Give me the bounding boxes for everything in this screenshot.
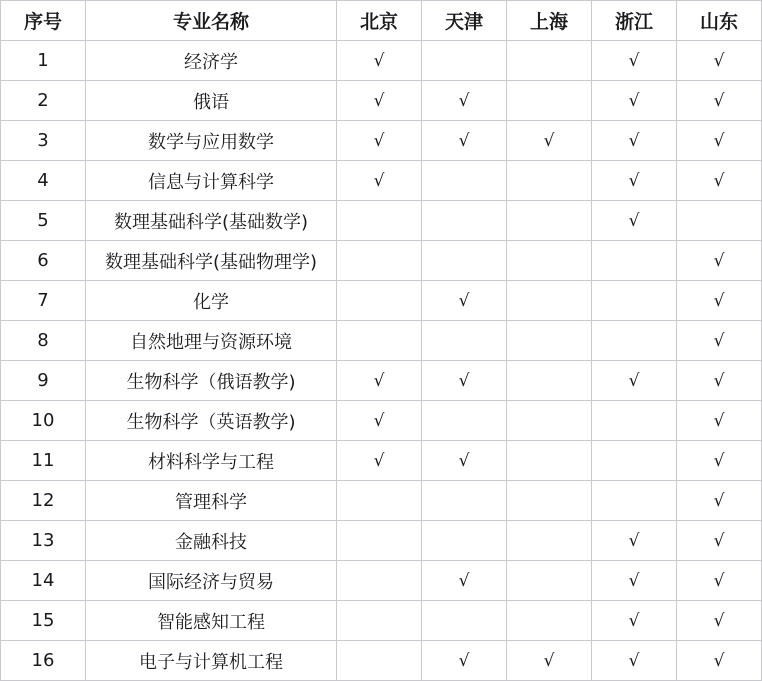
major-name: 数学与应用数学	[86, 121, 337, 161]
major-name: 管理科学	[86, 481, 337, 521]
row-number: 15	[1, 601, 86, 641]
row-number: 9	[1, 361, 86, 401]
check-mark: √	[628, 651, 640, 671]
cell-shandong	[677, 161, 762, 201]
cell-tianjin	[422, 201, 507, 241]
table-row	[1, 241, 762, 281]
check-mark: √	[543, 651, 555, 671]
cell-beijing	[337, 481, 422, 521]
cell-zhejiang	[592, 561, 677, 601]
table-row	[1, 281, 762, 321]
major-name: 材料科学与工程	[86, 441, 337, 481]
cell-zhejiang	[592, 201, 677, 241]
major-name: 自然地理与资源环境	[86, 321, 337, 361]
cell-beijing	[337, 121, 422, 161]
cell-shandong	[677, 121, 762, 161]
cell-beijing	[337, 41, 422, 81]
cell-shandong	[677, 481, 762, 521]
cell-tianjin	[422, 561, 507, 601]
check-mark: √	[713, 291, 725, 311]
check-mark: √	[713, 371, 725, 391]
table-row	[1, 81, 762, 121]
table-row	[1, 521, 762, 561]
cell-shandong	[677, 281, 762, 321]
cell-shandong	[677, 201, 762, 241]
cell-zhejiang	[592, 161, 677, 201]
cell-beijing	[337, 561, 422, 601]
row-number: 10	[1, 401, 86, 441]
cell-beijing	[337, 281, 422, 321]
check-mark: √	[543, 131, 555, 151]
row-number: 13	[1, 521, 86, 561]
cell-shandong	[677, 641, 762, 681]
check-mark: √	[373, 131, 385, 151]
row-number: 8	[1, 321, 86, 361]
table-row	[1, 161, 762, 201]
check-mark: √	[373, 411, 385, 431]
check-mark: √	[458, 451, 470, 471]
check-mark: √	[713, 171, 725, 191]
check-mark: √	[373, 171, 385, 191]
row-number: 4	[1, 161, 86, 201]
cell-tianjin	[422, 81, 507, 121]
check-mark: √	[458, 291, 470, 311]
cell-zhejiang	[592, 521, 677, 561]
cell-beijing	[337, 361, 422, 401]
cell-shandong	[677, 361, 762, 401]
cell-shandong	[677, 241, 762, 281]
cell-tianjin	[422, 121, 507, 161]
check-mark: √	[713, 251, 725, 271]
cell-beijing	[337, 441, 422, 481]
row-number: 7	[1, 281, 86, 321]
check-mark: √	[628, 171, 640, 191]
header-shandong: 山东	[677, 1, 762, 41]
row-number: 16	[1, 641, 86, 681]
row-number: 3	[1, 121, 86, 161]
header-tianjin: 天津	[422, 1, 507, 41]
check-mark: √	[628, 611, 640, 631]
major-name: 化学	[86, 281, 337, 321]
major-name: 国际经济与贸易	[86, 561, 337, 601]
major-name: 数理基础科学(基础物理学)	[86, 241, 337, 281]
major-name: 数理基础科学(基础数学)	[86, 201, 337, 241]
major-name: 智能感知工程	[86, 601, 337, 641]
row-number: 6	[1, 241, 86, 281]
cell-shandong	[677, 601, 762, 641]
cell-shanghai	[507, 521, 592, 561]
table-row	[1, 641, 762, 681]
cell-beijing	[337, 321, 422, 361]
table-row	[1, 41, 762, 81]
cell-tianjin	[422, 641, 507, 681]
check-mark: √	[628, 51, 640, 71]
check-mark: √	[713, 651, 725, 671]
cell-tianjin	[422, 281, 507, 321]
row-number: 12	[1, 481, 86, 521]
check-mark: √	[628, 131, 640, 151]
cell-shanghai	[507, 561, 592, 601]
row-number: 11	[1, 441, 86, 481]
cell-beijing	[337, 201, 422, 241]
cell-shanghai	[507, 601, 592, 641]
check-mark: √	[713, 531, 725, 551]
cell-beijing	[337, 161, 422, 201]
cell-zhejiang	[592, 321, 677, 361]
check-mark: √	[628, 91, 640, 111]
major-name: 俄语	[86, 81, 337, 121]
check-mark: √	[458, 651, 470, 671]
check-mark: √	[458, 571, 470, 591]
cell-shanghai	[507, 641, 592, 681]
cell-zhejiang	[592, 601, 677, 641]
cell-shanghai	[507, 361, 592, 401]
cell-shanghai	[507, 401, 592, 441]
cell-zhejiang	[592, 281, 677, 321]
cell-shandong	[677, 521, 762, 561]
cell-shandong	[677, 41, 762, 81]
header-zhejiang: 浙江	[592, 1, 677, 41]
table-row	[1, 481, 762, 521]
check-mark: √	[713, 411, 725, 431]
cell-shanghai	[507, 201, 592, 241]
major-name: 电子与计算机工程	[86, 641, 337, 681]
cell-tianjin	[422, 441, 507, 481]
cell-tianjin	[422, 161, 507, 201]
cell-zhejiang	[592, 441, 677, 481]
cell-zhejiang	[592, 41, 677, 81]
table-body	[1, 41, 762, 681]
row-number: 14	[1, 561, 86, 601]
cell-tianjin	[422, 41, 507, 81]
check-mark: √	[713, 491, 725, 511]
cell-zhejiang	[592, 641, 677, 681]
cell-beijing	[337, 241, 422, 281]
table-row	[1, 601, 762, 641]
check-mark: √	[713, 451, 725, 471]
check-mark: √	[713, 331, 725, 351]
cell-zhejiang	[592, 361, 677, 401]
cell-shandong	[677, 81, 762, 121]
cell-zhejiang	[592, 81, 677, 121]
table-row	[1, 121, 762, 161]
cell-tianjin	[422, 361, 507, 401]
row-number: 2	[1, 81, 86, 121]
cell-shandong	[677, 321, 762, 361]
row-number: 5	[1, 201, 86, 241]
cell-zhejiang	[592, 121, 677, 161]
check-mark: √	[713, 611, 725, 631]
cell-zhejiang	[592, 241, 677, 281]
check-mark: √	[713, 131, 725, 151]
cell-tianjin	[422, 401, 507, 441]
cell-zhejiang	[592, 481, 677, 521]
cell-tianjin	[422, 601, 507, 641]
cell-shandong	[677, 561, 762, 601]
cell-shanghai	[507, 321, 592, 361]
check-mark: √	[373, 91, 385, 111]
table-row	[1, 441, 762, 481]
header-no: 序号	[1, 1, 86, 41]
major-name: 生物科学（俄语教学)	[86, 361, 337, 401]
cell-shandong	[677, 401, 762, 441]
major-name: 经济学	[86, 41, 337, 81]
table-row	[1, 401, 762, 441]
cell-beijing	[337, 401, 422, 441]
table-row	[1, 321, 762, 361]
cell-beijing	[337, 641, 422, 681]
check-mark: √	[628, 531, 640, 551]
check-mark: √	[458, 131, 470, 151]
cell-shanghai	[507, 481, 592, 521]
cell-zhejiang	[592, 401, 677, 441]
check-mark: √	[458, 91, 470, 111]
table-row	[1, 201, 762, 241]
header-major: 专业名称	[86, 1, 337, 41]
check-mark: √	[628, 211, 640, 231]
check-mark: √	[373, 51, 385, 71]
table-row	[1, 561, 762, 601]
major-name: 信息与计算科学	[86, 161, 337, 201]
cell-shanghai	[507, 161, 592, 201]
cell-shanghai	[507, 81, 592, 121]
major-name: 金融科技	[86, 521, 337, 561]
check-mark: √	[628, 571, 640, 591]
check-mark: √	[373, 451, 385, 471]
cell-shanghai	[507, 281, 592, 321]
cell-tianjin	[422, 241, 507, 281]
cell-beijing	[337, 601, 422, 641]
cell-shanghai	[507, 441, 592, 481]
row-number: 1	[1, 41, 86, 81]
header-shanghai: 上海	[507, 1, 592, 41]
cell-beijing	[337, 81, 422, 121]
cell-shanghai	[507, 121, 592, 161]
cell-tianjin	[422, 521, 507, 561]
check-mark: √	[713, 91, 725, 111]
major-name: 生物科学（英语教学)	[86, 401, 337, 441]
check-mark: √	[713, 51, 725, 71]
cell-shanghai	[507, 41, 592, 81]
check-mark: √	[713, 571, 725, 591]
check-mark: √	[458, 371, 470, 391]
cell-beijing	[337, 521, 422, 561]
table-row	[1, 361, 762, 401]
check-mark: √	[373, 371, 385, 391]
cell-shandong	[677, 441, 762, 481]
header-beijing: 北京	[337, 1, 422, 41]
cell-tianjin	[422, 321, 507, 361]
cell-tianjin	[422, 481, 507, 521]
check-mark: √	[628, 371, 640, 391]
cell-shanghai	[507, 241, 592, 281]
header-row	[1, 1, 762, 41]
